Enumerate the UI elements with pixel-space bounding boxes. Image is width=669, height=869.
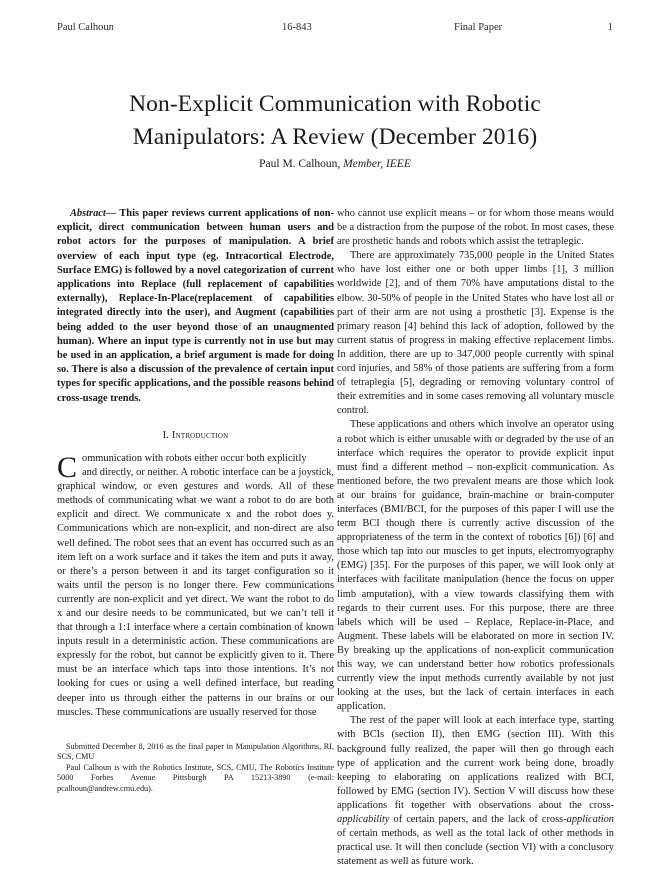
footnote-submission-note: Submitted December 8, 2016 as the final paper in Manipulation Algorithms, RI, SCS, CMU [57,742,334,762]
abstract-label: Abstract— [70,208,117,219]
running-header [57,22,613,36]
outline-emphasis-applicability: applicability [337,814,390,826]
header-course-number: 16-843 [282,22,312,33]
footnote-author-affiliation: Paul Calhoun is with the Robotics Institute, SCS, CMU, The Robotics Institute 5000 Forbes Avenue Pittsburgh PA 15213-3890 (e-mail: pcalhoun@andrew.cmu.edu). [57,762,334,793]
drop-cap-letter: C [57,450,78,484]
applications-paragraph: These applications and others which involve an operator using a robot which is either unusable with or degraded by the use of an interface which requires the operator to provide explicit input must find a different method – non-explicit communication. As mentioned before, the two prevalent means are those which look at our brains for guidance, brain-machine or brain-computer interfaces (BMI/BCI, for the purposes of this paper I will use the term BCI though there is currently active discussion of the appropriateness of the term in the context of robotics [6]) [6] and those which tap into our muscles to get inputs, electromyography (EMG) [35]. For the purposes of this paper, we will look only at interfaces with facilitate manipulation (hence the focus on upper limb amputation), with a view towards classifying them with regards to their current uses. For this purpose, there are three labels which will be used – Replace, Replace-in-Place, and Augment. These labels will be elaborated on more in section IV. By breaking up the applications of non-explicit communication this way, we can understand better how robotics professionals currently view the input methods currently available by not just looking at the uses, but the lack of certain interfaces in each application. [337,419,614,713]
header-page-number: 1 [607,22,613,33]
continued-paragraph-spacer: who cannot use explicit means – or for whom those means would be a distraction from the purpose of the robot. In most cases, these are prosthetic hands and robots which assist the tetraplegic. [337,208,614,248]
outline-text-b: of certain papers, and the lack of cross- [389,814,567,826]
section-number: I. [162,429,170,441]
section-name: Introduction [171,429,229,441]
title-line-2: Manipulators: A Review (December 2016) [132,123,538,150]
intro-body-text: and directly, or neither. A robotic interface can be a joystick, graphical window, or even gestures and words. All of these methods of communicating what we want a robot to do are both explicit and direct. We communicate x and the robot does y. Communications which are non-explicit, and non-direct are also well defined. The robot sees that an event has occurred such as an item left on a work surface and it takes the item and puts it away, or there’s a person between it and its target configuration so it waits until the person is no longer there. Few communications currently are non-explicit and yet direct. We want the robot to do x and our desire needs to be communicated, but we can’t tell it that through a 1:1 interface where a certain combination of known inputs result in a deterministic action. These communications are expressly for the robot, but cannot be explicitly given to it. There must be an interface which taps into those intentions. It’s not looking for cues or using a well defined interface, but reading deeper into us through either the patterns in our brains or our muscles. These communications are usually reserved for those [57,467,334,718]
author-name: Paul M. Calhoun, [259,158,341,170]
outline-emphasis-application: application [566,814,614,826]
outline-text-c: of certain methods, as well as the total lack of other methods in practical use. It will then conclude (section VI) with a conclusory statement as well as future work. [337,828,614,868]
author-membership: Member, IEEE [343,158,411,170]
intro-paragraph [57,452,334,720]
title-line-1: Non-Explicit Communication with Robotic [129,90,541,117]
column-right [337,207,614,869]
outline-text-a: The rest of the paper will look at each interface type, starting with BCIs (section II), then EMG (section III). With this background fully realized, the paper will then go through each type of application and the current work being done, broadly keeping to elaborating on applications realized with BCI, followed by EMG (section IV). Section V will discuss how these applications fit together with observations about the cross- [337,715,614,811]
page-title [70,88,600,154]
paper-outline-paragraph [337,714,614,869]
section-heading-introduction [57,429,334,443]
header-doc-type: Final Paper [454,22,503,33]
intro-first-line: ommunication with robots either occur both explicitly [82,452,307,464]
statistics-paragraph: There are approximately 735,000 people in the United States who have lost either one or both upper limbs [1], 3 million worldwide [2], and of them 70% have amputations distal to the elbow. 30-50% of people in the United States who have lost all or part of their arm are not using a prosthetic [3]. Expense is the primary reason [4] behind this lack of adoption, followed by the current status of progress in making effective replacement limbs. In addition, there are up to 347,000 people currently with spinal cord injuries, and 58% of those patients are suffering from a form of tetraplegia [5], degrading or removing voluntary control of their extremities and in some cases removing all voluntary muscle control. [337,250,614,417]
footnote-block [57,742,334,794]
column-left [57,207,334,720]
abstract-text: This paper reviews current applications of non-explicit, direct communication between human users and robot actors for the purposes of manipulation. A brief overview of each input type (eg. Intracortical Electrode, Surface EMG) is followed by a novel categorization of current applications into Replace (full replacement of capabilities externally), Replace-In-Place(replacement of capabilities integrated directly into the user), and Augment (capabilities being added to the user beyond those of an unaugmented human). Where an input type is currently not in use but may be used in an application, a brief argument is made for doing so. There is also a discussion of the prevalence of certain input types for specific applications, and the possible reasons behind cross-usage trends. [57,208,334,404]
author-line [70,158,600,170]
abstract-paragraph [57,207,334,406]
header-author-name: Paul Calhoun [57,22,114,33]
